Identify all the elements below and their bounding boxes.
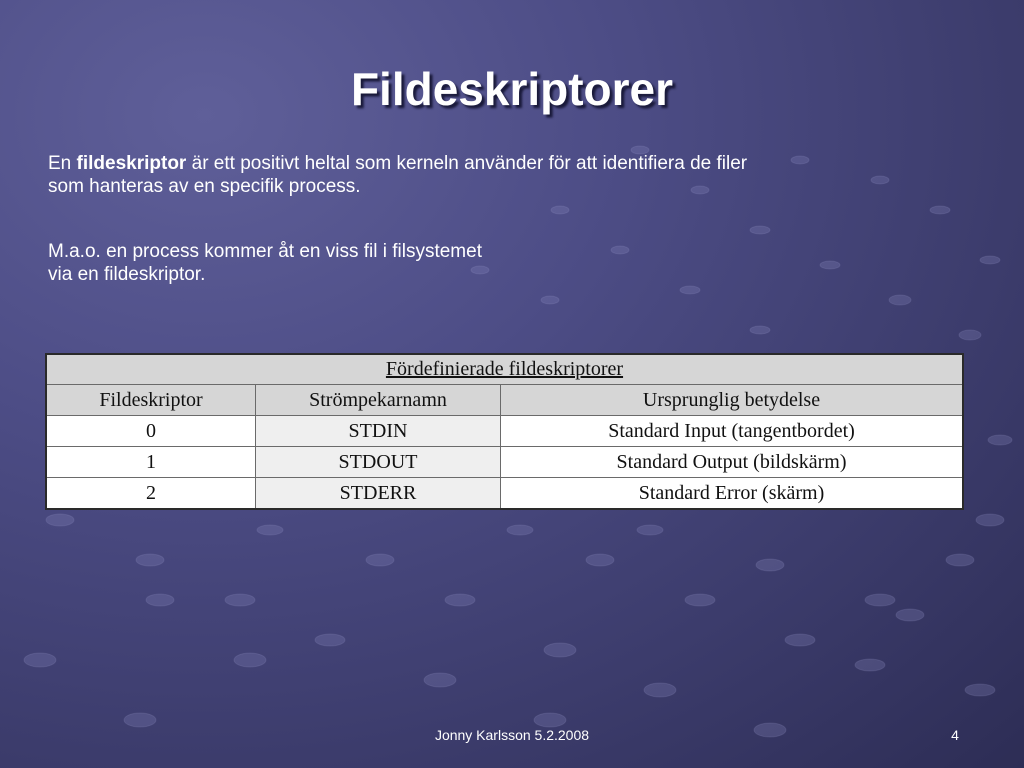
header-fildeskriptor: Fildeskriptor bbox=[46, 385, 256, 416]
paragraph-bold-term: fildeskriptor bbox=[76, 153, 187, 174]
table-row bbox=[46, 447, 963, 478]
paragraph-definition bbox=[48, 152, 928, 198]
table-caption-text: Fördefinierade fildeskriptorer bbox=[385, 358, 624, 380]
cell-stream-name: STDERR bbox=[256, 478, 501, 510]
paragraph-line2: som hanteras av en specifik process. bbox=[48, 176, 361, 197]
cell-stream-name: STDOUT bbox=[256, 447, 501, 478]
cell-meaning: Standard Input (tangentbordet) bbox=[501, 416, 964, 447]
paragraph-line1-rest: är ett positivt heltal som kerneln använder för att identifiera de filer bbox=[186, 153, 748, 174]
file-descriptor-table bbox=[45, 353, 964, 510]
header-ursprunglig-betydelse: Ursprunglig betydelse bbox=[501, 385, 964, 416]
table-caption-row bbox=[46, 354, 963, 385]
cell-meaning: Standard Error (skärm) bbox=[501, 478, 964, 510]
slide-title: Fildeskriptorer bbox=[350, 63, 674, 115]
cell-stream-name: STDIN bbox=[256, 416, 501, 447]
paragraph-access-line1: M.a.o. en process kommer åt en viss fil i filsystemet bbox=[48, 241, 482, 262]
cell-descriptor: 1 bbox=[46, 447, 256, 478]
header-strompekarnamn: Strömpekarnamn bbox=[256, 385, 501, 416]
table-row bbox=[46, 478, 963, 510]
cell-descriptor: 0 bbox=[46, 416, 256, 447]
cell-meaning: Standard Output (bildskärm) bbox=[501, 447, 964, 478]
footer-author-date: Jonny Karlsson 5.2.2008 bbox=[434, 727, 590, 743]
paragraph-prefix: En bbox=[48, 153, 77, 174]
table-row bbox=[46, 416, 963, 447]
cell-descriptor: 2 bbox=[46, 478, 256, 510]
paragraph-access-line2: via en fildeskriptor. bbox=[48, 264, 206, 285]
paragraph-access bbox=[48, 240, 608, 286]
table-header-row bbox=[46, 385, 963, 416]
footer-page-number: 4 bbox=[951, 727, 959, 743]
table-caption bbox=[46, 354, 963, 385]
